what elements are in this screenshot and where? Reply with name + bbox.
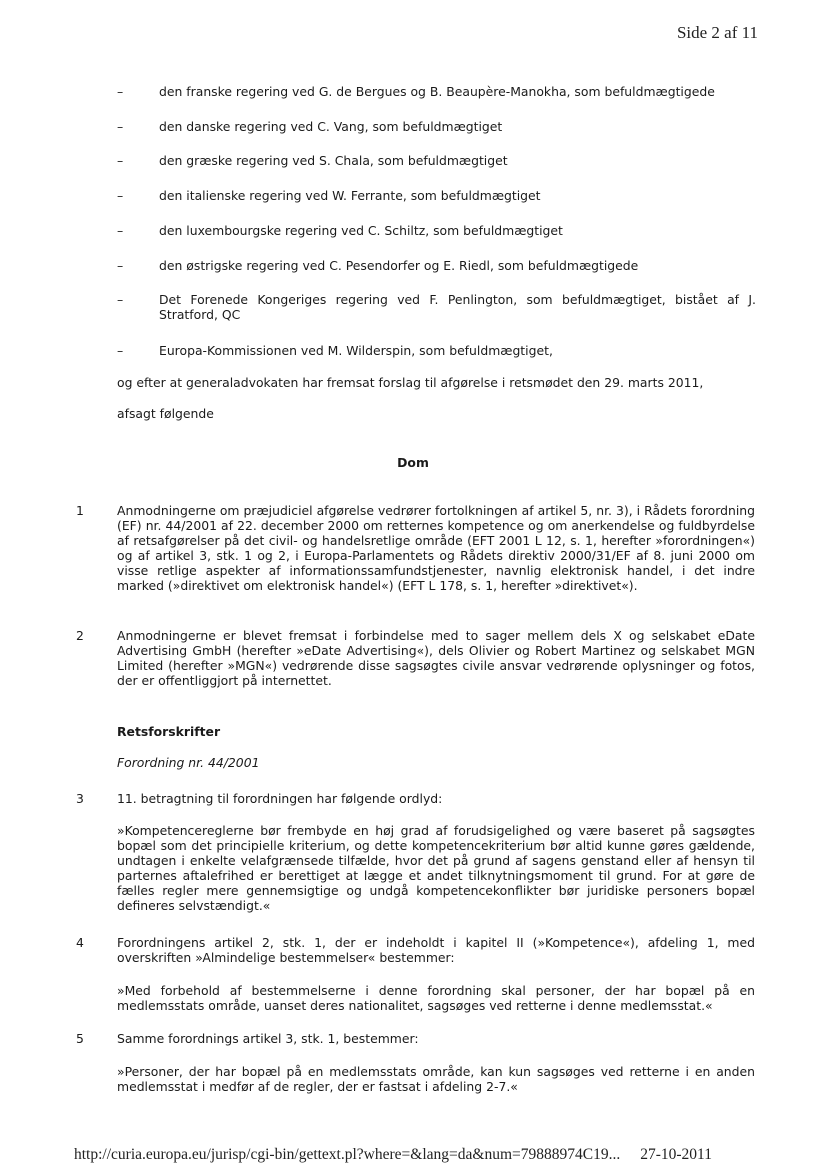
paragraph-number: 2 bbox=[76, 628, 84, 643]
page-footer bbox=[74, 1147, 712, 1162]
paragraph-number: 1 bbox=[76, 503, 84, 518]
paragraph-text: Anmodningerne om præjudiciel afgørelse vedrører fortolkningen af artikel 5, nr. 3), i Rådets forordning (EF) nr. 44/2001 af 22. december 2000 om retternes kompetence og om anerkendelse og fuldbyrdelse af retsafgørelser på det civil- og handelsretlige område (EFT 2001 L 12, s. 1, herefter »forordningen«) og af artikel 3, stk. 1 og 2, i Europa-Parlamentets og Rådets direktiv 2000/31/EF af 8. juni 2000 om visse retlige aspekter af informationssamfundstjenester, navnlig elektronisk handel, i det indre marked (»direktivet om elektronisk handel«) (EFT L 178, s. 1, herefter »direktivet«). bbox=[117, 503, 755, 593]
section-heading: Retsforskrifter bbox=[117, 724, 221, 739]
representative-text: den franske regering ved G. de Bergues og B. Beaupère-Manokha, som befuldmægtigede bbox=[159, 84, 715, 99]
closing-line: og efter at generaladvokaten har fremsat forslag til afgørelse i retsmødet den 29. marts 2011, bbox=[117, 375, 704, 390]
representative-text: den danske regering ved C. Vang, som befuldmægtiget bbox=[159, 119, 503, 134]
list-dash: – bbox=[117, 119, 124, 134]
representative-text: den græske regering ved S. Chala, som befuldmægtiget bbox=[159, 153, 508, 168]
paragraph-text: 11. betragtning til forordningen har følgende ordlyd: bbox=[117, 791, 443, 806]
paragraph-text: Anmodningerne er blevet fremsat i forbindelse med to sager mellem dels X og selskabet eDate Advertising GmbH (herefter »eDate Advertising«), dels Olivier og Robert Martinez og selskabet MGN Limited (herefter »MGN«) vedrørende disse sagsøgtes civile ansvar vedrørende oplysninger og fotos, der er offentliggjort på internettet. bbox=[117, 628, 755, 688]
representative-text: den italienske regering ved W. Ferrante, som befuldmægtiget bbox=[159, 188, 541, 203]
footer-url: http://curia.europa.eu/jurisp/cgi-bin/gettext.pl?where=&lang=da&num=79888974C19... bbox=[74, 1146, 621, 1163]
footer-date: 27-10-2011 bbox=[640, 1146, 712, 1163]
list-dash: – bbox=[117, 343, 124, 358]
subheading: Forordning nr. 44/2001 bbox=[117, 755, 260, 770]
paragraph-text: Forordningens artikel 2, stk. 1, der er indeholdt i kapitel II (»Kompetence«), afdeling 1, med overskriften »Almindelige bestemmelser« bestemmer: bbox=[117, 935, 755, 965]
list-dash: – bbox=[117, 153, 124, 168]
list-dash: – bbox=[117, 84, 124, 99]
representative-text: Europa-Kommissionen ved M. Wilderspin, som befuldmægtiget, bbox=[159, 343, 553, 358]
representative-text: den luxembourgske regering ved C. Schiltz, som befuldmægtiget bbox=[159, 223, 563, 238]
list-dash: – bbox=[117, 223, 124, 238]
representative-text: den østrigske regering ved C. Pesendorfer og E. Riedl, som befuldmægtigede bbox=[159, 258, 639, 273]
paragraph-number: 4 bbox=[76, 935, 84, 950]
delivered-line: afsagt følgende bbox=[117, 406, 214, 421]
paragraph-text: Samme forordnings artikel 3, stk. 1, bestemmer: bbox=[117, 1031, 419, 1046]
list-dash: – bbox=[117, 258, 124, 273]
quote: »Kompetencereglerne bør frembyde en høj grad af forudsigelighed og være baseret på sagsøgtes bopæl som det principielle kriterium, og dette kompetencekriterium bør altid kunne gøres gældende, undtagen i enkelte velafgrænsede tilfælde, hvor det på grund af sagens genstand eller af hensyn til parternes aftalefrihed er berettiget at lægge et andet tilknytningsmoment til grund. For at gøre de fælles regler mere gennemsigtige og undgå kompetencekonflikter bør juridiske personers bopæl defineres selvstændigt.« bbox=[117, 823, 755, 913]
representative-text: Det Forenede Kongeriges regering ved F. Penlington, som befuldmægtiget, bistået af J. Stratford, QC bbox=[159, 292, 756, 322]
judgment-heading: Dom bbox=[397, 455, 429, 470]
page-number: Side 2 af 11 bbox=[676, 23, 758, 42]
list-dash: – bbox=[117, 188, 124, 203]
list-dash: – bbox=[117, 292, 124, 307]
paragraph-number: 5 bbox=[76, 1031, 84, 1046]
quote: »Med forbehold af bestemmelserne i denne forordning skal personer, der har bopæl på en medlemsstats område, uanset deres nationalitet, sagsøges ved retterne i denne medlemsstat.« bbox=[117, 983, 755, 1013]
quote: »Personer, der har bopæl på en medlemsstats område, kan kun sagsøges ved retterne i en anden medlemsstat i medfør af de regler, der er fastsat i afdeling 2-7.« bbox=[117, 1064, 755, 1094]
paragraph-number: 3 bbox=[76, 791, 84, 806]
